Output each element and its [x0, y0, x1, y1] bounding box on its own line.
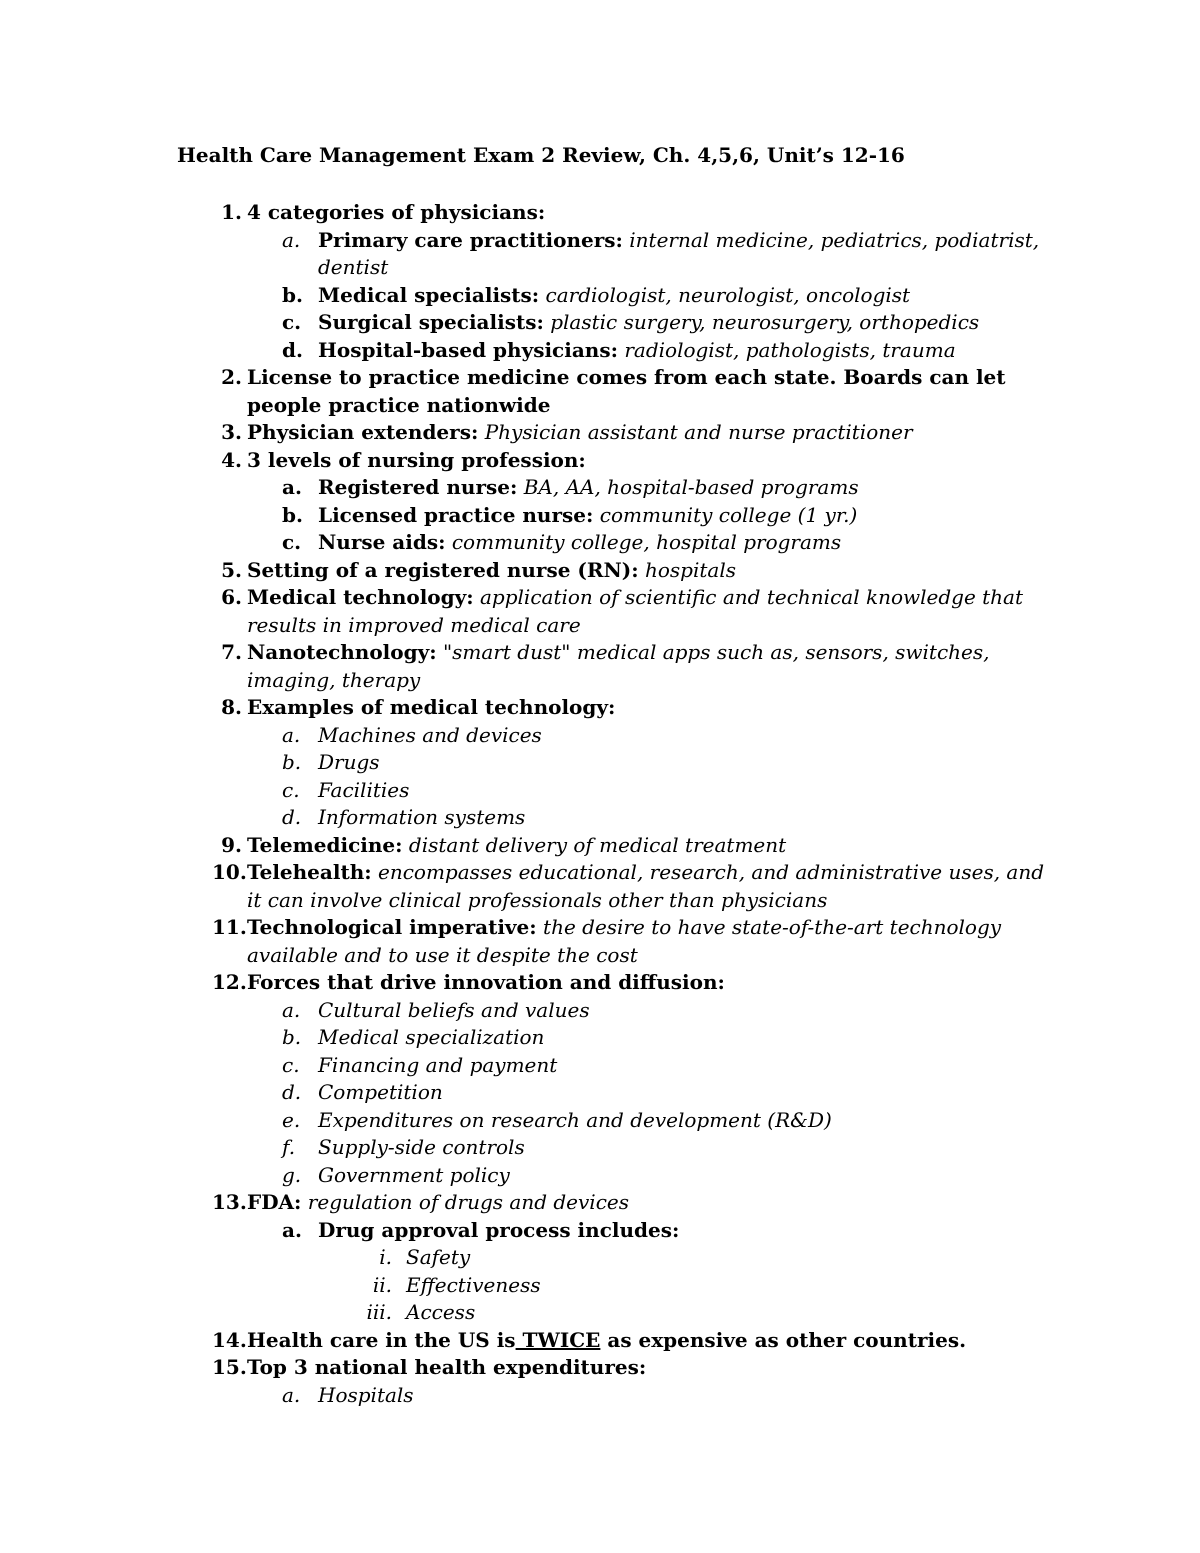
item-term: Licensed practice nurse:: [318, 503, 594, 527]
item-term: Setting of a registered nurse (RN):: [247, 558, 639, 582]
item-term: as expensive as other countries.: [600, 1328, 967, 1352]
item-term: Hospital-based physicians:: [318, 338, 618, 362]
item-description: Information systems: [318, 805, 526, 829]
item-term: Forces that drive innovation and diffusion:: [247, 970, 725, 994]
item-term: Registered nurse:: [318, 475, 518, 499]
item-number: 13.: [212, 1190, 247, 1214]
sub-item-marker: b.: [282, 750, 302, 774]
sub-item-marker: b.: [282, 283, 303, 307]
item-term: Technological imperative:: [247, 915, 537, 939]
item-term: 4 categories of physicians:: [247, 200, 546, 224]
sub-item-marker: g.: [282, 1163, 302, 1187]
item-number: 2.: [221, 365, 242, 389]
sub-item-marker: d.: [282, 805, 302, 829]
item-description: internal medicine, pediatrics, podiatrist,: [622, 228, 1040, 252]
item-term: Physician extenders:: [247, 420, 479, 444]
item-description: hospitals: [638, 558, 736, 582]
item-description: encompasses educational, research, and administrative uses, and: [371, 860, 1045, 884]
item-description: Expenditures on research and development (R&D): [318, 1108, 832, 1132]
item-number: 11.: [212, 915, 247, 939]
item-description: regulation of drugs and devices: [301, 1190, 629, 1214]
item-description: dentist: [318, 255, 389, 279]
item-description: Supply-side controls: [318, 1135, 525, 1159]
roman-marker: iii.: [366, 1300, 392, 1324]
item-description: Access: [406, 1300, 476, 1324]
sub-item-marker: c.: [282, 778, 300, 802]
item-description: Hospitals: [318, 1383, 414, 1407]
item-term: Top 3 national health expenditures:: [247, 1355, 647, 1379]
sub-item-marker: a.: [282, 1218, 302, 1242]
item-description: results in improved medical care: [247, 613, 581, 637]
item-description: Medical specialization: [318, 1025, 545, 1049]
item-description: imaging, therapy: [247, 668, 421, 692]
item-description: distant delivery of medical treatment: [402, 833, 787, 857]
item-term: License to practice medicine comes from each state. Boards can let: [247, 365, 1006, 389]
sub-item-marker: c.: [282, 530, 302, 554]
sub-item-marker: a.: [282, 228, 301, 252]
item-term: Health care in the US is: [247, 1328, 516, 1352]
item-description: BA, AA, hospital-based programs: [517, 475, 859, 499]
item-term: Surgical specialists:: [318, 310, 544, 334]
item-number: 3.: [221, 420, 242, 444]
item-number: 5.: [221, 558, 242, 582]
sub-item-marker: b.: [282, 503, 303, 527]
item-term: FDA:: [247, 1190, 302, 1214]
item-number: 6.: [221, 585, 242, 609]
sub-item-marker: c.: [282, 1053, 300, 1077]
item-description: Financing and payment: [318, 1053, 558, 1077]
sub-item-marker: a.: [282, 998, 301, 1022]
item-number: 10.: [212, 860, 247, 884]
item-description: Cultural beliefs and values: [318, 998, 590, 1022]
item-number: 4.: [221, 448, 242, 472]
sub-item-marker: d.: [282, 1080, 302, 1104]
item-number: 14.: [212, 1328, 247, 1352]
sub-item-marker: b.: [282, 1025, 302, 1049]
sub-item-marker: e.: [282, 1108, 301, 1132]
sub-item-marker: a.: [282, 1383, 301, 1407]
emphasis-underlined: TWICE: [515, 1328, 601, 1352]
item-term: Drug approval process includes:: [318, 1218, 680, 1242]
item-term: 3 levels of nursing profession:: [247, 448, 586, 472]
item-number: 9.: [221, 833, 242, 857]
item-description: Machines and devices: [318, 723, 542, 747]
item-term: Examples of medical technology:: [247, 695, 616, 719]
item-term: Telehealth:: [247, 860, 372, 884]
roman-marker: ii.: [372, 1273, 392, 1297]
item-description: "smart dust" medical apps such as, sensors, switches,: [436, 640, 990, 664]
item-description: community college, hospital programs: [445, 530, 842, 554]
item-description: it can involve clinical professionals other than physicians: [247, 888, 828, 912]
sub-item-marker: d.: [282, 338, 303, 362]
sub-item-marker: a.: [282, 723, 301, 747]
item-term: people practice nationwide: [247, 393, 551, 417]
sub-item-marker: f.: [282, 1135, 296, 1159]
item-description: community college (1 yr.): [593, 503, 858, 527]
document-title: Health Care Management Exam 2 Review, Ch. 4,5,6, Unit’s 12-16: [177, 143, 905, 167]
item-description: cardiologist, neurologist, oncologist: [539, 283, 911, 307]
item-description: Effectiveness: [406, 1273, 541, 1297]
roman-marker: i.: [379, 1245, 392, 1269]
item-number: 15.: [212, 1355, 247, 1379]
sub-item-marker: a.: [282, 475, 302, 499]
item-description: Physician assistant and nurse practitioner: [478, 420, 913, 444]
item-number: 7.: [221, 640, 242, 664]
item-description: the desire to have state-of-the-art technology: [536, 915, 1002, 939]
item-term: Nurse aids:: [318, 530, 446, 554]
item-number: 8.: [221, 695, 242, 719]
item-term: Medical technology:: [247, 585, 474, 609]
item-number: 1.: [221, 200, 242, 224]
item-number: 12.: [212, 970, 247, 994]
item-description: application of scientific and technical knowledge that: [473, 585, 1024, 609]
item-description: plastic surgery, neurosurgery, orthopedics: [543, 310, 980, 334]
item-description: Drugs: [318, 750, 380, 774]
item-description: available and to use it despite the cost: [247, 943, 638, 967]
sub-item-marker: c.: [282, 310, 302, 334]
item-description: Competition: [318, 1080, 443, 1104]
item-description: Safety: [406, 1245, 471, 1269]
item-description: radiologist, pathologists, trauma: [617, 338, 956, 362]
item-term: Nanotechnology:: [247, 640, 437, 664]
item-term: Telemedicine:: [247, 833, 403, 857]
item-term: Medical specialists:: [318, 283, 540, 307]
item-description: Facilities: [318, 778, 410, 802]
item-term: Primary care practitioners:: [318, 228, 623, 252]
item-description: Government policy: [318, 1163, 510, 1187]
